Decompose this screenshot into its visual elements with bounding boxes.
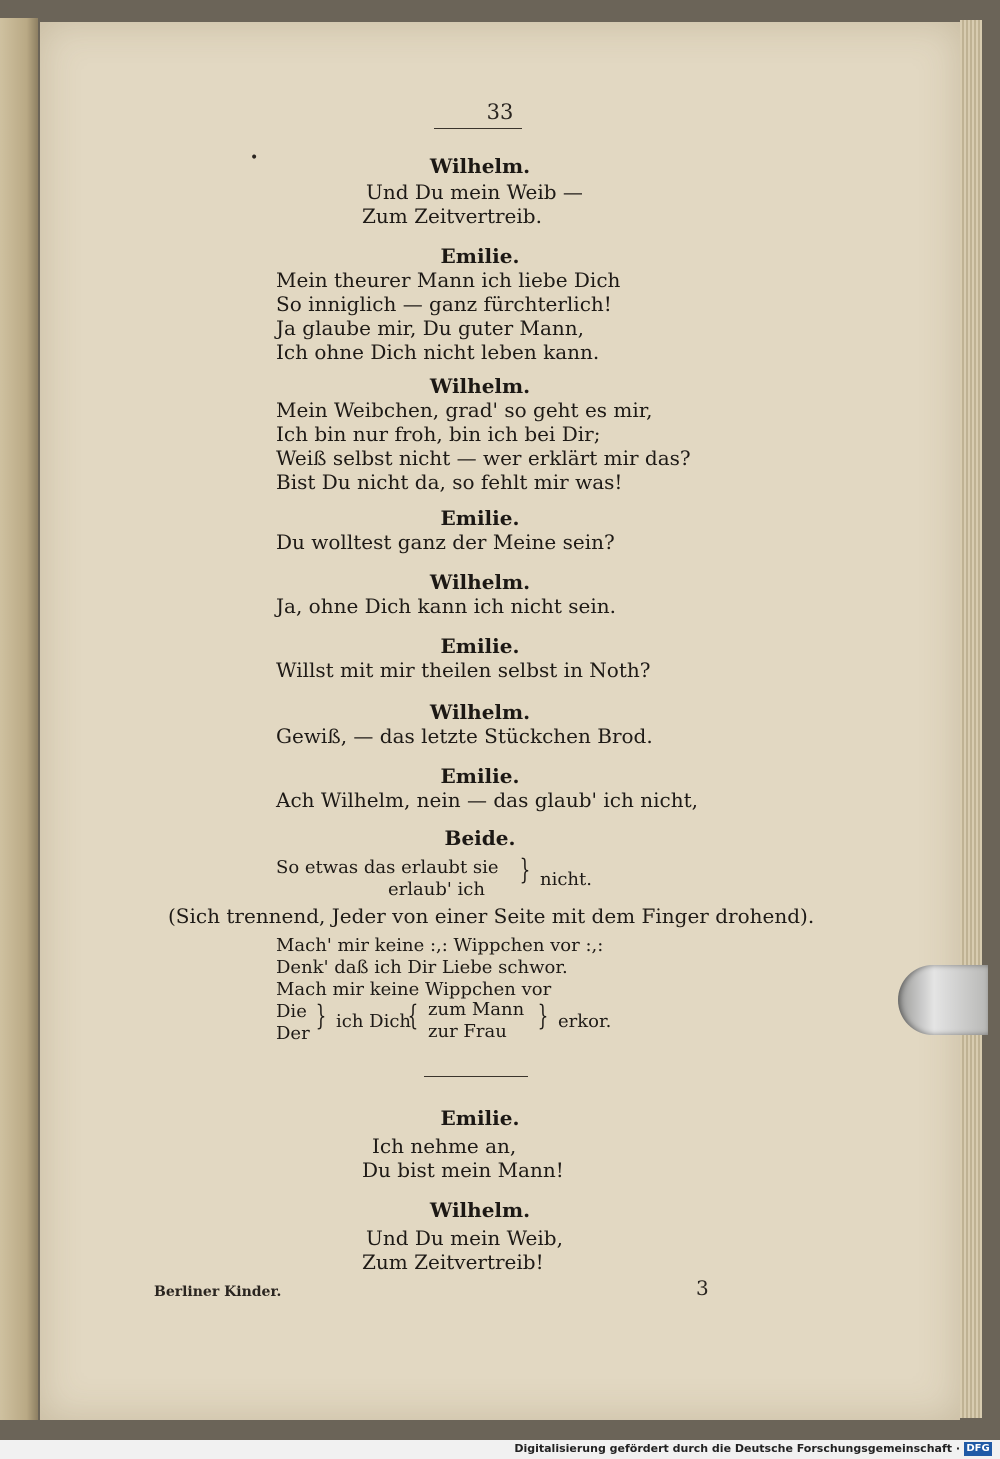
verse-line: nicht. [540,869,592,890]
verse-line: Und Du mein Weib — [366,180,583,204]
speaker-wilhelm: Wilhelm. [429,570,531,594]
ink-dot: • [250,150,259,166]
verse-line: Ja glaube mir, Du guter Mann, [276,316,585,340]
verse-line: Ach Wilhelm, nein — das glaub' ich nicht, [276,788,698,812]
speaker-wilhelm: Wilhelm. [429,374,531,398]
curly-brace: } [519,853,531,886]
verse-line: Ich ohne Dich nicht leben kann. [276,340,600,364]
verse-line: erlaub' ich [388,879,485,900]
speaker-emilie: Emilie. [440,634,520,658]
verse-line: Mein Weibchen, grad' so geht es mir, [276,398,653,422]
verse-line: Ja, ohne Dich kann ich nicht sein. [276,594,617,618]
verse-line: zum Mann [428,999,525,1020]
curly-brace: { [407,999,419,1032]
signature-mark: 3 [696,1276,709,1300]
speaker-wilhelm: Wilhelm. [429,1198,531,1222]
section-rule [424,1076,528,1077]
curly-brace: } [315,999,327,1032]
verse-line: So etwas das erlaubt sie [276,857,499,878]
stage-direction: (Sich trennend, Jeder von einer Seite mit dem Finger drohend). [168,904,815,928]
funding-credit: Digitalisierung gefördert durch die Deutsche Forschungsgemeinschaft · [514,1442,960,1455]
verse-line: Gewiß, — das letzte Stückchen Brod. [276,724,653,748]
verse-line: Zum Zeitvertreib. [362,204,542,228]
verse-line: zur Frau [428,1021,507,1042]
speaker-beide: Beide. [444,826,516,850]
verse-line: Du wolltest ganz der Meine sein? [276,530,615,554]
speaker-emilie: Emilie. [440,506,520,530]
verse-line: Der [276,1023,310,1044]
scanner-clip [898,965,988,1035]
verse-line: Mach' mir keine :,: Wippchen vor :,: [276,935,604,956]
page-number: 33 [486,100,514,124]
facing-page-edge [0,18,38,1420]
book-page [40,22,960,1420]
dfg-logo: DFG [964,1442,992,1456]
verse-line: Bist Du nicht da, so fehlt mir was! [276,470,623,494]
verse-line: erkor. [558,1011,612,1032]
verse-line: So inniglich — ganz fürchterlich! [276,292,612,316]
speaker-wilhelm: Wilhelm. [429,154,531,178]
page-stack-edge [960,20,982,1418]
verse-line: ich Dich [336,1011,412,1032]
verse-line: Und Du mein Weib, [366,1226,563,1250]
verse-line: Willst mit mir theilen selbst in Noth? [276,658,651,682]
verse-line: Mein theurer Mann ich liebe Dich [276,268,621,292]
speaker-emilie: Emilie. [440,1106,520,1130]
speaker-emilie: Emilie. [440,764,520,788]
curly-brace: } [537,999,549,1032]
verse-line: Die [276,1001,307,1022]
header-rule [434,128,522,129]
verse-line: Denk' daß ich Dir Liebe schwor. [276,957,568,978]
verse-line: Ich nehme an, [372,1134,517,1158]
verse-line: Zum Zeitvertreib! [362,1250,544,1274]
signature-title: Berliner Kinder. [154,1284,282,1300]
verse-line: Du bist mein Mann! [362,1158,564,1182]
speaker-wilhelm: Wilhelm. [429,700,531,724]
verse-line: Weiß selbst nicht — wer erklärt mir das? [276,446,691,470]
verse-line: Ich bin nur froh, bin ich bei Dir; [276,422,601,446]
speaker-emilie: Emilie. [440,244,520,268]
verse-line: Mach mir keine Wippchen vor [276,979,552,1000]
